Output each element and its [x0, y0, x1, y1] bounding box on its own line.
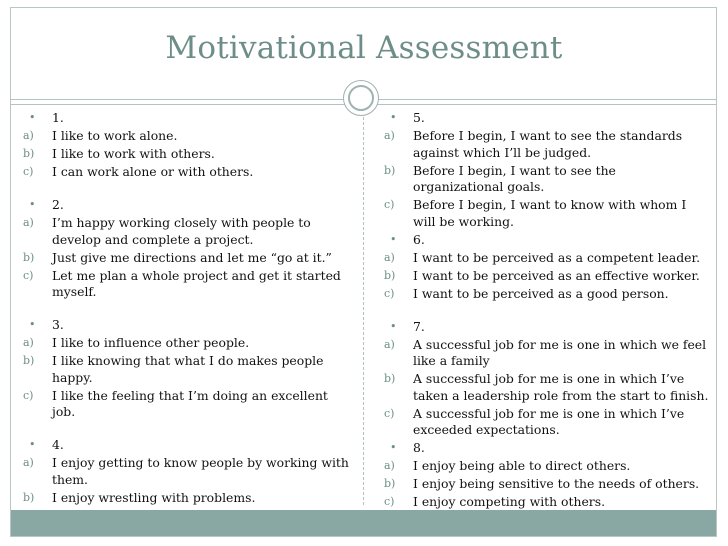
option-marker: a) — [384, 459, 395, 472]
option-text: I enjoy getting to know people by working with them. — [52, 455, 349, 487]
answer-option — [384, 286, 709, 303]
question-number — [384, 110, 709, 127]
option-text: Just give me directions and let me “go at it.” — [52, 249, 332, 265]
answer-option — [384, 337, 709, 370]
answer-option — [23, 215, 353, 248]
answer-option — [23, 128, 353, 145]
option-text: I like to work with others. — [52, 146, 215, 161]
option-marker: c) — [384, 406, 395, 420]
option-text: I like the feeling that I’m doing an excellent job. — [52, 387, 328, 419]
option-marker: b) — [384, 163, 396, 177]
bullet-icon: • — [29, 318, 36, 331]
answer-option — [384, 458, 709, 475]
option-text: Let me plan a whole project and get it started myself. — [52, 267, 341, 299]
option-text: I enjoy competing with others. — [413, 494, 606, 509]
option-marker: c) — [23, 268, 34, 282]
bullet-icon: • — [29, 111, 36, 124]
answer-option — [23, 455, 353, 488]
question-number — [23, 317, 353, 334]
answer-option — [384, 197, 709, 230]
column-divider — [363, 117, 364, 505]
bullet-icon: • — [390, 111, 397, 124]
bullet-icon: • — [390, 441, 397, 454]
question-number — [23, 110, 353, 127]
answer-option — [384, 250, 709, 267]
question-label: 1. — [52, 110, 64, 125]
option-marker: a) — [23, 456, 34, 469]
answer-option — [23, 268, 353, 301]
option-text: Before I begin, I want to see the standards against which I’ll be judged. — [413, 128, 683, 160]
answer-option — [23, 490, 353, 507]
option-marker: b) — [384, 268, 396, 282]
option-marker: a) — [384, 250, 395, 264]
question-label: 5. — [413, 110, 425, 125]
option-marker: a) — [23, 129, 34, 142]
bullet-icon: • — [29, 198, 36, 211]
option-marker: a) — [384, 337, 395, 351]
question-number — [384, 232, 709, 249]
option-marker: b) — [23, 490, 35, 504]
bullet-icon: • — [390, 232, 397, 246]
option-marker: a) — [384, 129, 395, 142]
option-text: I like to influence other people. — [52, 335, 250, 350]
option-text: I’m happy working closely with people to develop and complete a project. — [52, 215, 311, 247]
answer-option — [384, 406, 709, 439]
question-label: 4. — [52, 437, 64, 452]
question-number — [384, 440, 709, 457]
option-marker: c) — [384, 286, 395, 300]
footer-bar — [11, 510, 716, 536]
answer-option — [23, 353, 353, 386]
option-text: A successful job for me is one in which we feel like a family — [413, 336, 707, 368]
option-marker: c) — [23, 388, 34, 402]
option-marker: b) — [384, 477, 396, 490]
option-text: Before I begin, I want to know with whom I will be working. — [413, 197, 687, 229]
option-marker: a) — [23, 336, 34, 349]
option-text: I want to be perceived as a good person. — [413, 285, 669, 301]
answer-option — [384, 371, 709, 404]
question-label: 8. — [413, 440, 425, 455]
slide-title: Motivational Assessment — [165, 30, 563, 66]
option-text: I want to be perceived as an effective worker. — [413, 267, 700, 283]
option-text: Before I begin, I want to see the organizational goals. — [413, 162, 616, 194]
answer-option — [23, 335, 353, 352]
option-marker: a) — [23, 216, 34, 229]
question-label: 2. — [52, 197, 64, 212]
question-label: 7. — [413, 318, 425, 334]
right-column — [384, 110, 709, 512]
option-text: I enjoy being able to direct others. — [413, 458, 631, 473]
option-text: I enjoy being sensitive to the needs of others. — [413, 476, 700, 491]
answer-option — [23, 146, 353, 163]
question-number — [384, 319, 709, 336]
answer-option — [384, 163, 709, 196]
answer-option — [384, 128, 709, 161]
question-number — [23, 437, 353, 454]
answer-option — [23, 250, 353, 267]
option-text: I enjoy wrestling with problems. — [52, 489, 256, 505]
option-marker: b) — [384, 372, 396, 385]
option-text: I want to be perceived as a competent leader. — [413, 249, 701, 265]
bullet-icon: • — [29, 438, 36, 451]
option-marker: c) — [384, 495, 395, 508]
answer-option — [23, 388, 353, 421]
option-marker: c) — [384, 198, 395, 211]
answer-option — [384, 476, 709, 493]
answer-option — [23, 164, 353, 181]
option-text: I can work alone or with others. — [52, 164, 254, 179]
question-number — [23, 197, 353, 214]
question-label: 3. — [52, 317, 64, 332]
option-marker: b) — [23, 354, 35, 367]
bullet-icon: • — [390, 319, 397, 333]
option-marker: b) — [23, 250, 35, 264]
option-text: I like knowing that what I do makes people happy. — [52, 353, 324, 385]
option-text: I like to work alone. — [52, 128, 178, 143]
left-column — [23, 110, 353, 526]
option-text: A successful job for me is one in which I’ve exceeded expectations. — [413, 405, 685, 437]
option-marker: b) — [23, 147, 35, 160]
answer-option — [384, 494, 709, 511]
option-text: A successful job for me is one in which I’ve taken a leadership role from the start to finish. — [413, 371, 709, 403]
answer-option — [384, 268, 709, 285]
question-label: 6. — [413, 231, 425, 247]
option-marker: c) — [23, 165, 34, 178]
